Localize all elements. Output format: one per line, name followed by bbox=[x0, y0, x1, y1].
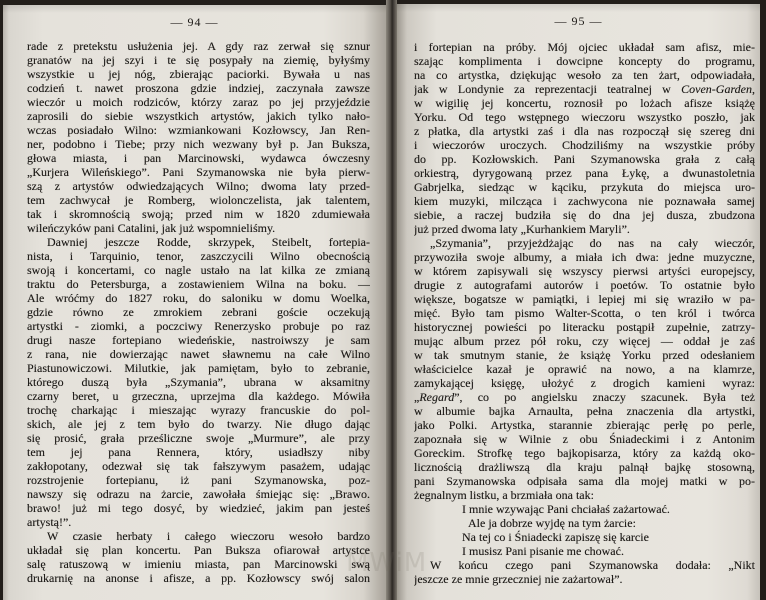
text-line: zamykającej księgę, ułożyć z drogich kamieni wyraz: bbox=[414, 376, 755, 390]
text-run: „ bbox=[414, 390, 420, 404]
text-line: Goreckim. Strofkę tego bajkopisarza, który za każdą oko- bbox=[414, 446, 755, 460]
text-line: orkiestrą, dyrygowaną przez pana Łykę, a dwunastoletnia bbox=[414, 166, 755, 180]
text-line: na co artystka, dziękując wesoło za ten żart, odpowiadała, bbox=[414, 68, 755, 82]
verse-line: I musisz Pani pisanie me chować. bbox=[462, 544, 624, 558]
left-page bbox=[3, 5, 386, 600]
text-line: rozstrojenie fortepianu, iż pani Szymanowska, poz- bbox=[27, 473, 370, 487]
right-page bbox=[397, 4, 760, 600]
text-line: mięć. Było tam pismo Walter-Scotta, o ten król i twórca bbox=[414, 306, 755, 320]
text-line: nawszy się odrazu na żarcie, zawołała śmiejąc się: „Brawo. bbox=[27, 487, 370, 501]
text-line: artystą!”. bbox=[27, 515, 72, 529]
text-line: wszystkie u jej nóg, zbierając paciorki. Bywała u nas bbox=[27, 67, 370, 81]
text-line: trochę charkając i mieszając wyrazy francuskie do pol- bbox=[27, 403, 370, 417]
text-run: ”, co po angielsku znaczy szacunek. Była też bbox=[454, 390, 755, 404]
text-line: zapoznała się w Wilnie z obu Śniadeckimi i z Antonim bbox=[414, 432, 755, 446]
text-line: i wieczorów uroczych. Chodziliśmy na wszystkie próby bbox=[414, 138, 755, 152]
text-line: Yorku. Od tego wstępnego wieczoru wszystko poszło, jak bbox=[414, 110, 755, 124]
text-run: jak w Londynie za reprezentacji teatralnej w bbox=[414, 82, 682, 96]
text-line: tak i skromnością swoją; przed nim w 1820 zdumiewała bbox=[27, 207, 370, 221]
text-line: skich, ale jej z tem było do twarzy. Nie długo dając bbox=[27, 417, 370, 431]
text-line: właścicielce kazał je oprawić na nowo, a na klamrze, bbox=[414, 362, 755, 376]
verse-line: I mnie wzywając Pani chciałaś zażartować. bbox=[462, 502, 670, 516]
text-line: w albumie bajka Arnaulta, pełna znaczenia dla artystki, bbox=[414, 404, 755, 418]
text-line: jako Polki. Artystka, starannie zbierając perłę po perle, bbox=[414, 418, 755, 432]
text-line: układał się plan koncertu. Pan Buksza ofiarował artystce bbox=[27, 543, 370, 557]
text-line: do pp. Kozłowskich. Pani Szymanowska grała z całą bbox=[414, 152, 755, 166]
text-run: , bbox=[752, 82, 755, 96]
text-line: którego duszą była „Szymania”, ubrana w aksamitny bbox=[27, 375, 370, 389]
text-line: mując album przez pół roku, czy więcej — oddał je zaś bbox=[414, 334, 755, 348]
text-line: żegnalnym listku, a brzmiała ona tak: bbox=[414, 488, 594, 502]
paragraph bbox=[27, 529, 370, 585]
text-line: z płatka, dla artystki zaś i dla nas rozpoczął się szereg dni bbox=[414, 124, 755, 138]
text-line: wieczór u moich rodziców, którzy zaraz po jej przyjeździe bbox=[27, 95, 370, 109]
text-line: szając komplimenta i dowcipne koncepty do programu, bbox=[414, 54, 755, 68]
paragraph bbox=[27, 39, 370, 235]
text-line: i fortepian na próby. Mój ojciec układał sam afisz, mie- bbox=[414, 40, 755, 54]
text-line: Dawniej jeszcze Rodde, skrzypek, Steibelt, fortepia- bbox=[47, 235, 370, 249]
text-line: codzień t. nawet proszona gdzie indziej, zaczynała zawsze bbox=[27, 81, 370, 95]
text-line: w którem zapisywali się wszyscy pierwsi artyści europejscy, bbox=[414, 264, 755, 278]
verse-block bbox=[414, 502, 755, 558]
text-line: drugi nasze fortepiano wiedeńskie, nastroiwszy je sam bbox=[27, 333, 370, 347]
text-line: licznością drażliwszą dla kraju palnął bajkę stosowną, bbox=[414, 460, 755, 474]
text-line: jeszcze ze mnie grzeczniej nie zażartował”. bbox=[414, 572, 623, 586]
text-line: pani Szymanowska odpisała sama dla mojej matki w po- bbox=[414, 474, 755, 488]
text-line: wileńczyków pani Catalini, jak już wspomnieliśmy. bbox=[27, 221, 276, 235]
text-line: „Kurjera Wileńskiego”. Pani Szymanowska nie była pierw- bbox=[27, 165, 370, 179]
text-line: traktu do Petersburga, a zostawieniem Wilna na boku. — bbox=[27, 277, 370, 291]
text-line: już przed dwoma laty „Kurhankiem Maryli”. bbox=[414, 222, 630, 236]
text-line: rade z pretekstu usłużenia jej. A gdy raz zerwał się sznur bbox=[27, 39, 370, 53]
text-line: przywoziła swoje albumy, a miała ich dwa: jedne muzyczne, bbox=[414, 250, 755, 264]
text-line: W czasie herbaty i całego wieczoru wesoło bardzo bbox=[47, 529, 370, 543]
text-line: drugie z autografami autorów i poetów. To ostatnie było bbox=[414, 278, 755, 292]
paragraph bbox=[414, 558, 755, 586]
paragraph bbox=[27, 235, 370, 529]
text-line bbox=[414, 390, 755, 404]
paragraph bbox=[414, 236, 755, 502]
text-line: brawo! już mi tego dosyć, by wiedzieć, jakim pan jesteś bbox=[27, 501, 370, 515]
left-page-text bbox=[27, 39, 370, 585]
text-line: kiem muzyki, milcząca i zachwycona nie poznawała samej bbox=[414, 194, 755, 208]
text-line: czarny beret, u grzeczna, uprzejma dla każdego. Mówiła bbox=[27, 389, 370, 403]
page-number: — 95 — bbox=[554, 14, 603, 28]
italic-text: Regard bbox=[419, 390, 455, 404]
text-line: zakłopotany, odezwał się tak fałszywym pasażem, udając bbox=[27, 459, 370, 473]
text-line: Piastunowiczowi. Milutkie, jak pamiętam, było to zebranie, bbox=[27, 361, 370, 375]
text-line: w tak smutnym stanie, że książę Yorku przed odesłaniem bbox=[414, 348, 755, 362]
text-line: z rana, nie dowierzając nawet sławnemu na całe Wilno bbox=[27, 347, 370, 361]
text-line: tem zachwycał je Romberg, wiolonczelista, jak talentem, bbox=[27, 193, 370, 207]
page-number: — 94 — bbox=[170, 15, 219, 29]
book-gutter bbox=[386, 0, 397, 600]
text-line: granatów na jej szyi i te się posypały na ziemię, byłyśmy bbox=[27, 53, 370, 67]
paragraph bbox=[414, 40, 755, 236]
text-line: drukarnię na anonse i afisze, a pp. Kozłowscy swój salon bbox=[27, 571, 370, 585]
right-page-text bbox=[414, 40, 755, 586]
text-line: się prosić, grała prześliczne swoje „Murmure”, ale przy bbox=[27, 431, 370, 445]
text-line: wczas posiadało Wilno: wzmiankowani Kozłowscy, Jan Ren- bbox=[27, 123, 370, 137]
text-line: ner, podobno i Tiebe; przy nich wezwany był p. Jan Buksza, bbox=[27, 137, 370, 151]
verse-line: Ale ja dobrze wyjdę na tym żarcie: bbox=[468, 516, 636, 530]
text-line: salę ratuszową w imieniu miasta, pan Marcinowski swą bbox=[27, 557, 370, 571]
text-line: artystki - ziomki, a poczciwy Renerzysko probuje po raz bbox=[27, 319, 370, 333]
verse-line: Na tej co i Śniadecki zapiszę się karcie bbox=[462, 530, 649, 544]
text-line: szą z artystów odwiedzających Wilno; dwoma laty przed- bbox=[27, 179, 370, 193]
text-line: w wigilię jej koncertu, roznosił po lożach afisze książę bbox=[414, 96, 755, 110]
text-line: siebie, a raczej budziła się do dna jej dusza, zbudzona bbox=[414, 208, 755, 222]
text-line: zaprosili do siebie wszystkich artystów, jakich tylko nało- bbox=[27, 109, 370, 123]
text-line: większe, bogatsze w pamiątki, i lepiej mi się wraziło w pa- bbox=[414, 292, 755, 306]
italic-text: Coven-Garden bbox=[681, 82, 752, 96]
text-line: W końcu czego pani Szymanowska dodała: „Nikt bbox=[430, 558, 755, 572]
text-line: Gabrjelka, siedząc w kąciku, przykuta do miejsca uro- bbox=[414, 180, 755, 194]
text-line: „Szymania”, przyjeżdżając do nas na cały wieczór, bbox=[430, 236, 755, 250]
text-line: gdzie równo ze zmrokiem zebrani goście oczekują bbox=[27, 305, 370, 319]
text-line bbox=[414, 82, 755, 96]
text-line: tem jej pana Rennera, który, usiadłszy niby bbox=[27, 445, 370, 459]
text-line: nista, i Tarquinio, tenor, zaszczycili Wilno obecnością bbox=[27, 249, 370, 263]
text-line: głowa miasta, i pan Marcinowski, wydawca ówczesny bbox=[27, 151, 370, 165]
text-line: Ale wróćmy do 1827 roku, do saloniku w domu Woelka, bbox=[27, 291, 370, 305]
text-line: historycznej powieści po literacku postąpił zupełnie, zatrzy- bbox=[414, 320, 755, 334]
text-line: swoją i koncertami, co nagle ustało na lat kilka ze zmianą bbox=[27, 263, 370, 277]
